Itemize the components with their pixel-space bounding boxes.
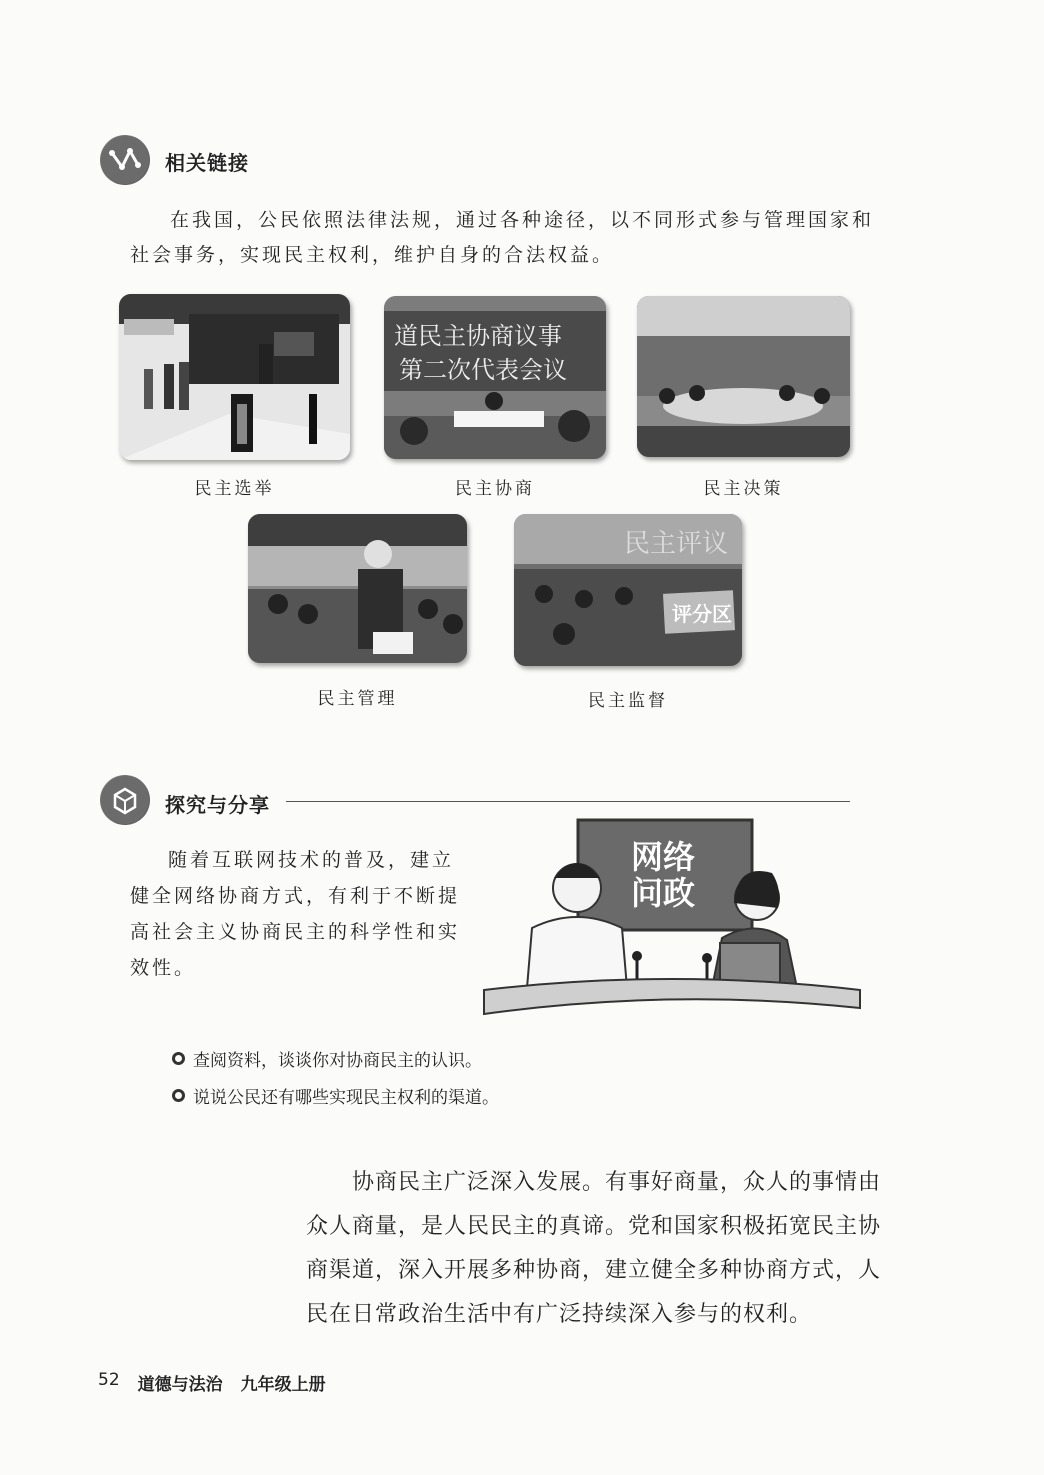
main-text-line: 协商民主广泛深入发展。有事好商量，众人的事情由 bbox=[352, 1170, 882, 1195]
photo-democratic-supervision bbox=[514, 514, 742, 666]
main-text-line: 民在日常政治生活中有广泛持续深入参与的权利。 bbox=[306, 1302, 813, 1327]
links-section-icon bbox=[100, 135, 150, 185]
illustration-sign-line: 问政 bbox=[631, 874, 696, 912]
page-footer bbox=[98, 1370, 326, 1395]
main-text-line: 众人商量，是人民民主的真谛。党和国家积极拓宽民主协 bbox=[306, 1214, 882, 1239]
illustration-sign-line: 网络 bbox=[631, 838, 696, 876]
photo-democratic-management bbox=[248, 514, 467, 663]
main-text bbox=[306, 1161, 906, 1337]
section-divider bbox=[286, 801, 850, 802]
links-intro bbox=[130, 203, 890, 273]
question-text: 查阅资料，谈谈你对协商民主的认识。 bbox=[193, 1051, 482, 1071]
consultation-banner-line: 第二次代表会议 bbox=[399, 356, 567, 384]
explore-line: 健全网络协商方式，有利于不断提 bbox=[130, 885, 461, 907]
intro-line: 社会事务，实现民主权利，维护自身的合法权益。 bbox=[130, 244, 615, 266]
book-title: 道德与法治 bbox=[137, 1375, 223, 1395]
question-item bbox=[172, 1083, 499, 1108]
photo-democratic-election bbox=[119, 294, 350, 460]
main-text-line: 商渠道，深入开展多种协商，建立健全多种协商方式，人 bbox=[306, 1258, 882, 1283]
consultation-banner-line: 道民主协商议事 bbox=[394, 322, 562, 350]
book-volume: 九年级上册 bbox=[240, 1375, 326, 1395]
question-item bbox=[172, 1046, 482, 1071]
explore-line: 效性。 bbox=[130, 957, 197, 979]
supervision-banner: 民主评议 bbox=[624, 529, 729, 559]
photo-caption: 民主监督 bbox=[588, 691, 668, 711]
page-number: 52 bbox=[98, 1370, 120, 1390]
photo-democratic-decision bbox=[637, 296, 850, 457]
photo-caption: 民主选举 bbox=[194, 479, 275, 499]
online-politics-illustration bbox=[482, 818, 862, 1023]
photo-caption: 民主管理 bbox=[317, 689, 398, 709]
explore-line: 随着互联网技术的普及，建立 bbox=[168, 849, 455, 871]
bullet-icon bbox=[172, 1052, 185, 1065]
photo-caption: 民主协商 bbox=[455, 479, 535, 499]
explore-section-icon bbox=[100, 775, 150, 825]
photo-democratic-consultation bbox=[384, 296, 606, 459]
explore-section-title: 探究与分享 bbox=[165, 793, 270, 817]
photo-caption: 民主决策 bbox=[703, 479, 784, 499]
supervision-sign: 评分区 bbox=[672, 602, 732, 626]
links-section-title: 相关链接 bbox=[165, 151, 249, 175]
explore-line: 高社会主义协商民主的科学性和实 bbox=[130, 921, 461, 943]
question-text: 说说公民还有哪些实现民主权利的渠道。 bbox=[193, 1088, 499, 1108]
explore-text bbox=[130, 842, 460, 986]
bullet-icon bbox=[172, 1089, 185, 1102]
intro-line: 在我国，公民依照法律法规，通过各种途径，以不同形式参与管理国家和 bbox=[170, 209, 875, 231]
